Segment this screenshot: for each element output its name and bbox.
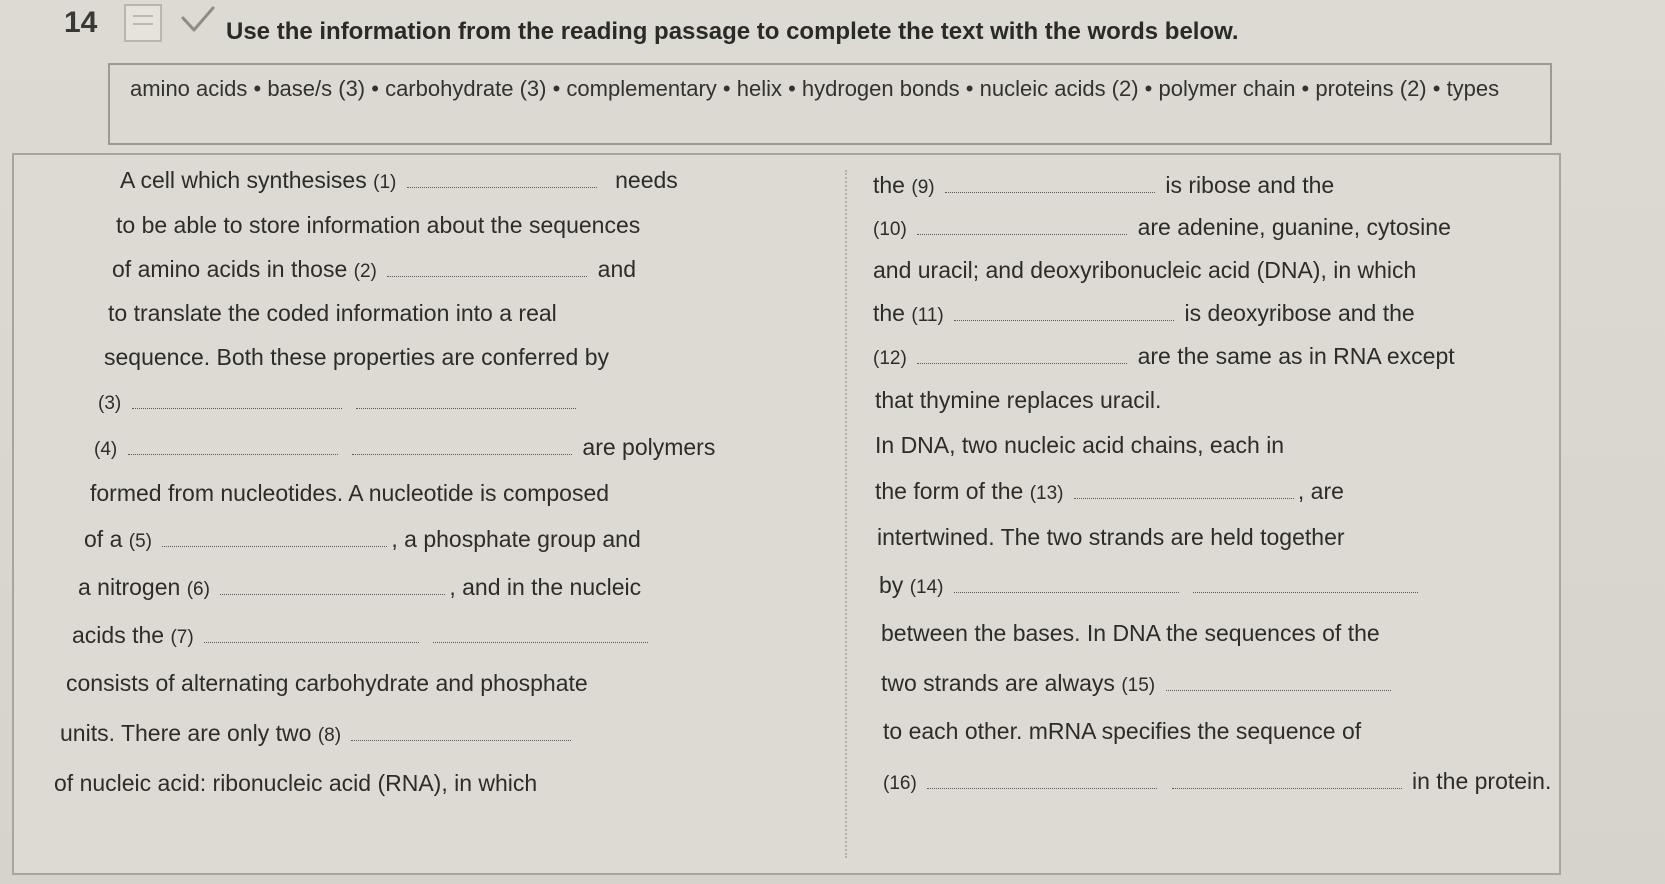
answer-blank[interactable] (954, 318, 1174, 321)
word-bank-text: amino acids • base/s (3) • carbohydrate (3) • complementary • helix • hydrogen bonds • nucleic acids (2) • polymer chain • proteins (2) • types (130, 76, 1500, 101)
answer-blank[interactable] (220, 592, 445, 595)
passage-line: the form of the (13) , are (875, 478, 1344, 504)
column-divider (845, 170, 847, 858)
passage-line: (4) are polymers (94, 434, 716, 460)
blank-number: (14) (909, 577, 944, 598)
instruction-text: Use the information from the reading passage to complete the text with the words below. (226, 18, 1239, 45)
answer-blank[interactable] (407, 185, 597, 188)
blank-number: (6) (186, 579, 210, 600)
passage-line: to translate the coded information into a real (108, 300, 557, 326)
passage-line: intertwined. The two strands are held together (877, 524, 1345, 550)
passage-line: the (11) is deoxyribose and the (873, 300, 1415, 326)
checkmark-icon (180, 4, 216, 36)
answer-blank[interactable] (352, 452, 572, 455)
blank-number: (1) (373, 172, 397, 193)
blank-number: (16) (883, 773, 917, 794)
passage-line: to be able to store information about the sequences (116, 212, 641, 238)
blank-number: (12) (873, 348, 907, 369)
passage-line: that thymine replaces uracil. (875, 387, 1162, 413)
passage-line: A cell which synthesises (1) needs (120, 167, 678, 193)
blank-number: (3) (98, 393, 122, 414)
blank-number: (5) (128, 531, 152, 552)
blank-number: (7) (170, 627, 194, 648)
passage-line: In DNA, two nucleic acid chains, each in (875, 432, 1285, 458)
blank-number: (10) (873, 219, 907, 240)
passage-line: of a (5) , a phosphate group and (84, 526, 641, 552)
answer-blank[interactable] (954, 590, 1179, 593)
passage-line: of nucleic acid: ribonucleic acid (RNA), in which (54, 770, 538, 796)
passage-line: acids the (7) (72, 622, 652, 649)
passage-line: between the bases. In DNA the sequences of the (881, 620, 1380, 646)
passage-line: of amino acids in those (2) and (112, 256, 637, 282)
answer-blank[interactable] (204, 640, 419, 643)
answer-blank[interactable] (356, 406, 576, 409)
blank-number: (15) (1121, 675, 1156, 696)
answer-blank[interactable] (387, 274, 587, 277)
passage-line: formed from nucleotides. A nucleotide is composed (90, 480, 610, 506)
answer-blank[interactable] (927, 786, 1157, 789)
blank-number: (11) (911, 305, 944, 326)
passage-line: sequence. Both these properties are conferred by (104, 344, 610, 370)
passage-line: (12) are the same as in RNA except (873, 343, 1455, 369)
blank-number: (9) (911, 177, 935, 198)
passage-line: units. There are only two (8) (60, 720, 575, 747)
passage-line: consists of alternating carbohydrate and phosphate (66, 670, 588, 696)
answer-blank[interactable] (351, 738, 571, 741)
passage-line: by (14) (879, 572, 1422, 599)
notebook-box-icon (124, 4, 162, 42)
passage-line: a nitrogen (6) , and in the nucleic (78, 574, 642, 600)
answer-blank[interactable] (162, 544, 387, 547)
answer-blank[interactable] (1166, 688, 1391, 691)
passage-line: (16) in the protein. (883, 768, 1552, 794)
answer-blank[interactable] (128, 452, 338, 455)
blank-number: (2) (353, 261, 377, 282)
answer-blank[interactable] (132, 406, 342, 409)
answer-blank[interactable] (917, 361, 1127, 364)
passage-line: to each other. mRNA specifies the sequence of (883, 718, 1362, 744)
passage-line: (10) are adenine, guanine, cytosine (873, 214, 1451, 240)
blank-number: (13) (1029, 483, 1064, 504)
answer-blank[interactable] (917, 232, 1127, 235)
passage-line: the (9) is ribose and the (873, 172, 1335, 198)
answer-blank[interactable] (1193, 590, 1418, 593)
blank-number: (8) (317, 725, 342, 746)
passage-line: and uracil; and deoxyribonucleic acid (DNA), in which (873, 257, 1417, 283)
word-bank (108, 63, 1552, 145)
answer-blank[interactable] (945, 190, 1155, 193)
exercise-number: 14 (64, 6, 98, 39)
passage-line: two strands are always (15) (881, 670, 1395, 697)
answer-blank[interactable] (1074, 496, 1294, 499)
answer-blank[interactable] (1172, 786, 1402, 789)
passage-line (98, 388, 580, 415)
answer-blank[interactable] (433, 640, 648, 643)
blank-number: (4) (94, 439, 118, 460)
